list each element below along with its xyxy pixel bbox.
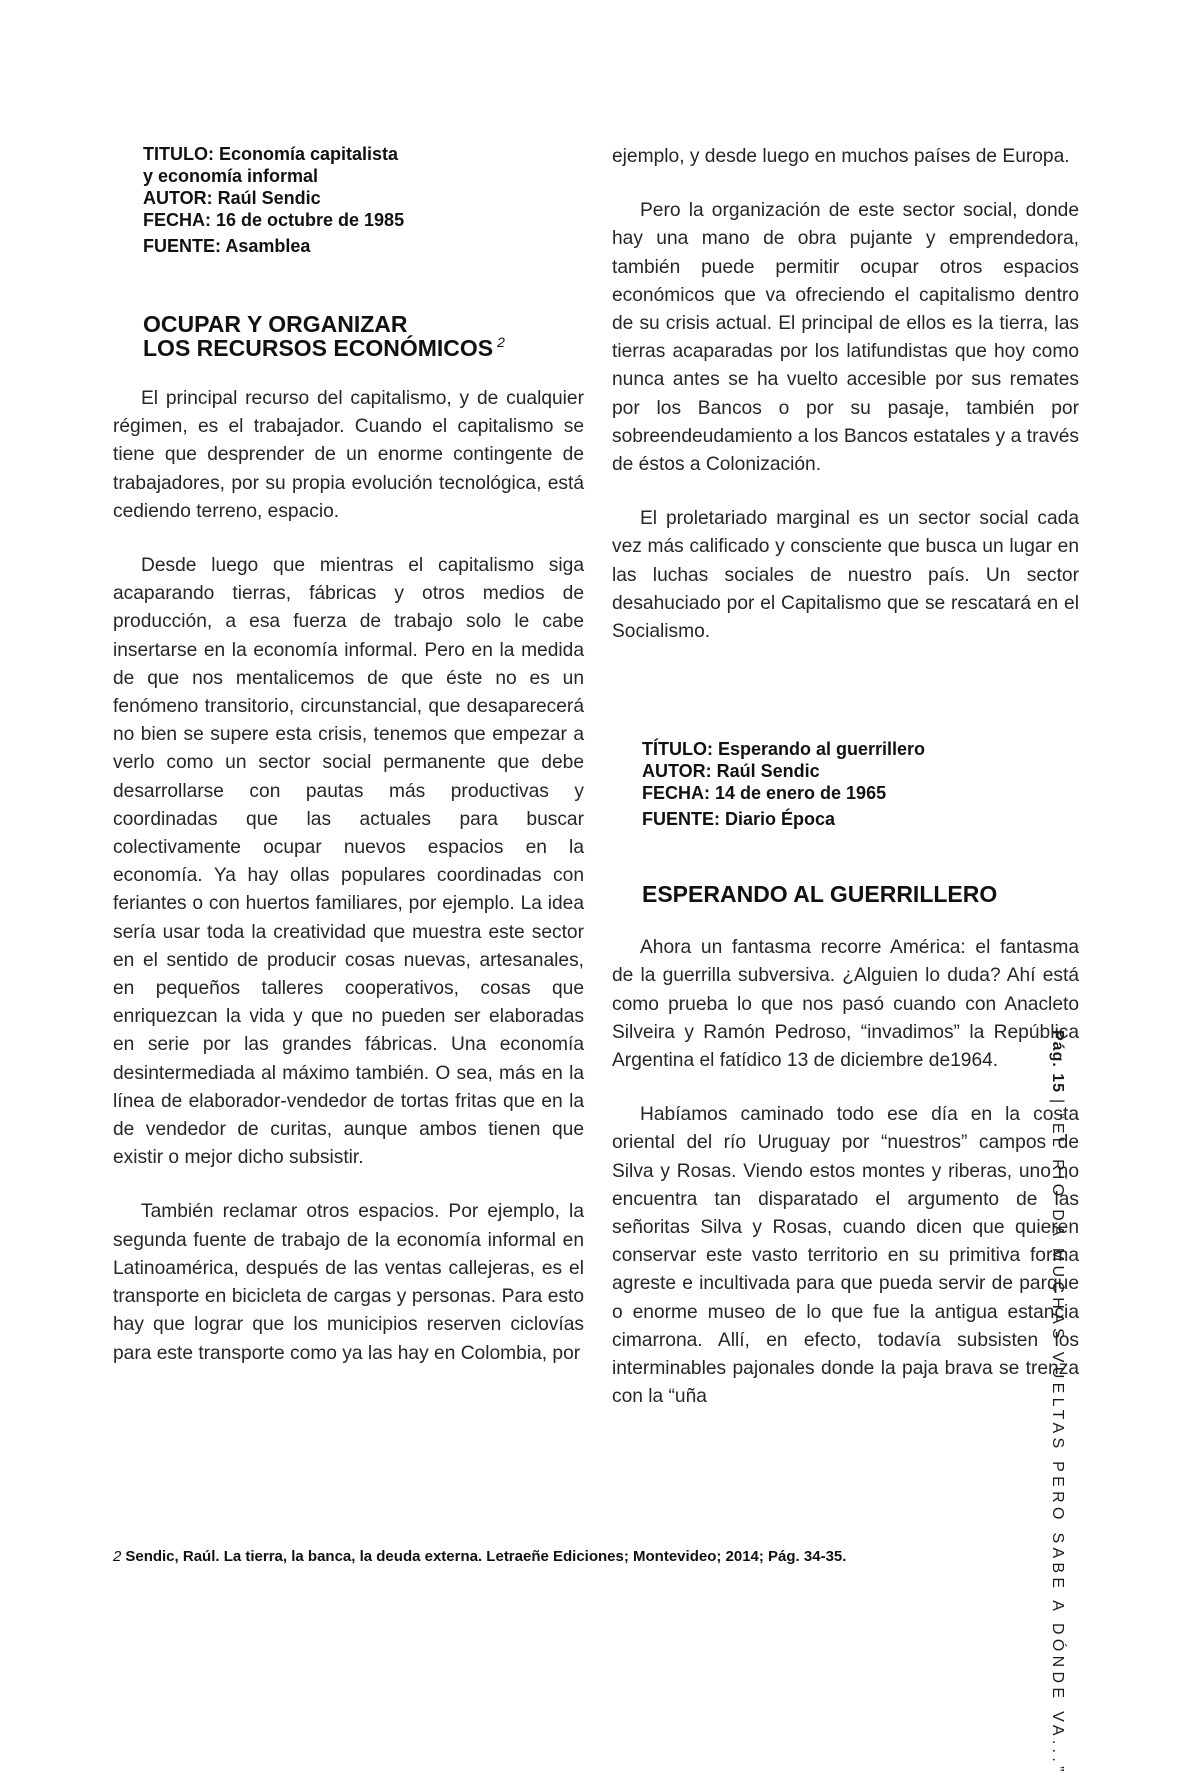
heading-line-1: OCUPAR Y ORGANIZAR (143, 311, 408, 337)
meta-title-line-2: y economía informal (143, 166, 319, 186)
right-column (612, 143, 1079, 1412)
footnote-reference: 2 (497, 334, 505, 351)
meta-date: FECHA: 16 de octubre de 1985 (143, 210, 405, 230)
paragraph: El proletariado marginal es un sector social cada vez más calificado y consciente que busca un lugar en las luchas sociales de nuestro país. Un sector desahuciado por el Capitalismo que se rescatará en el Socialismo. (612, 508, 1079, 643)
paragraph: Pero la organización de este sector social, donde hay una mano de obra pujante y emprendedora, también puede permitir ocupar otros espacios económicos que va ofreciendo el capitalismo dentro de su crisis actual. El principal de ellos es la tierra, las tierras acaparadas por los latifundistas que hoy como nunca antes se ha vuelto accesible por sus remates por los Bancos o por su pasaje, también por sobreendeudamiento a los Bancos estatales y a través de éstos a Colonización. (612, 200, 1079, 476)
left-column (113, 143, 584, 1368)
paragraph: Desde luego que mientras el capitalismo siga acaparando tierras, fábricas y otros medios de producción, a esa fuerza de trabajo solo le cabe insertarse en la economía informal. Pero en la medida de que nos mentalicemos de que éste no es un fenómeno transitorio, circunstancial, que desaparecerá no bien se supere esta crisis, tenemos que empezar a verlo como un sector social permanente que debe desarrollarse con pautas más productivas y coordinadas que las actuales para buscar colectivamente ocupar nuevos espacios en la economía. Ya hay ollas populares coordinadas con feriantes o con huertos familiares, por ejemplo. La idea sería usar toda la creatividad que muestra este sector en el sentido de producir cosas nuevas, artesanales, en pequeños talleres cooperativos, cosas que enriquezcan la vida y que no pueden ser elaboradas en serie por las grandes fábricas. Una economía desintermediada al máximo también. O sea, más en la línea de elaborador-vendedor de tortas fritas que en la de vendedor de curitas, aunque ambos tienen que existir o mejor dicho subsistir. (113, 555, 584, 1169)
meta-title: TÍTULO: Esperando al guerrillero (642, 739, 926, 760)
vertical-running-header (1048, 1030, 1066, 1776)
paragraph: ejemplo, y desde luego en muchos países de Europa. (612, 146, 1070, 167)
book-title: “EL RÍO DA MUCHAS VUELTAS PERO SABE A DÓNDE VA...” (1049, 1113, 1066, 1776)
meta-author: AUTOR: Raúl Sendic (143, 188, 321, 208)
separator: | (1049, 1099, 1066, 1104)
footnote-number: 2 (113, 1548, 122, 1565)
section-heading-2 (642, 882, 1079, 906)
paragraph: Ahora un fantasma recorre América: el fantasma de la guerrilla subversiva. ¿Alguien lo duda? Ahí está como prueba lo que nos pasó cuando con Anacleto Silveira y Ramón Pedroso, “invadimos” la República Argentina el fatídico 13 de diciembre de1964. (612, 937, 1079, 1072)
paragraph: Habíamos caminado todo ese día en la costa oriental del río Uruguay por “nuestros” campos de Silva y Rosas. Viendo estos montes y riberas, uno no encuentra tan disparatado el argumento de las señoritas Silva y Rosas, cuando dicen que quieren conservar este vasto territorio en su primitiva forma agreste e incultivada para que pueda servir de parque o enorme museo de lo que fue la antigua estancia cimarrona. Allí, en efecto, todavía subsisten los interminables pajonales donde la paja brava se trenza con la “uña (612, 1104, 1079, 1408)
meta-source: FUENTE: Asamblea (143, 236, 311, 256)
article-meta-1 (143, 143, 584, 257)
meta-author: AUTOR: Raúl Sendic (642, 761, 820, 782)
paragraph: También reclamar otros espacios. Por ejemplo, la segunda fuente de trabajo de la economía informal en Latinoamérica, después de las ventas callejeras, es el transporte en bicicleta de cargas y personas. Para esto hay que lograr que los municipios reserven ciclovías para este transporte como ya las hay en Colombia, por (113, 1201, 584, 1364)
page-number: Pág. 15 (1049, 1030, 1066, 1094)
paragraph: El principal recurso del capitalismo, y de cualquier régimen, es el trabajador. Cuando el capitalismo se tiene que desprender de un enorme contingente de trabajadores, por su propia evolución tecnológica, está cediendo terreno, espacio. (113, 388, 584, 522)
heading-line: ESPERANDO AL GUERRILLERO (642, 881, 998, 908)
meta-source: FUENTE: Diario Época (642, 809, 836, 830)
section-heading-1 (143, 312, 584, 360)
footnote-text: Sendic, Raúl. La tierra, la banca, la deuda externa. Letraeñe Ediciones; Montevideo; 2014; Pág. 34-35. (125, 1548, 847, 1565)
heading-line-2: LOS RECURSOS ECONÓMICOS $^2$ (143, 334, 505, 361)
article-meta-2 (642, 738, 1079, 830)
meta-title-line-1: TITULO: Economía capitalista (143, 144, 399, 164)
meta-date: FECHA: 14 de enero de 1965 (642, 783, 887, 804)
footnote (113, 1548, 846, 1565)
